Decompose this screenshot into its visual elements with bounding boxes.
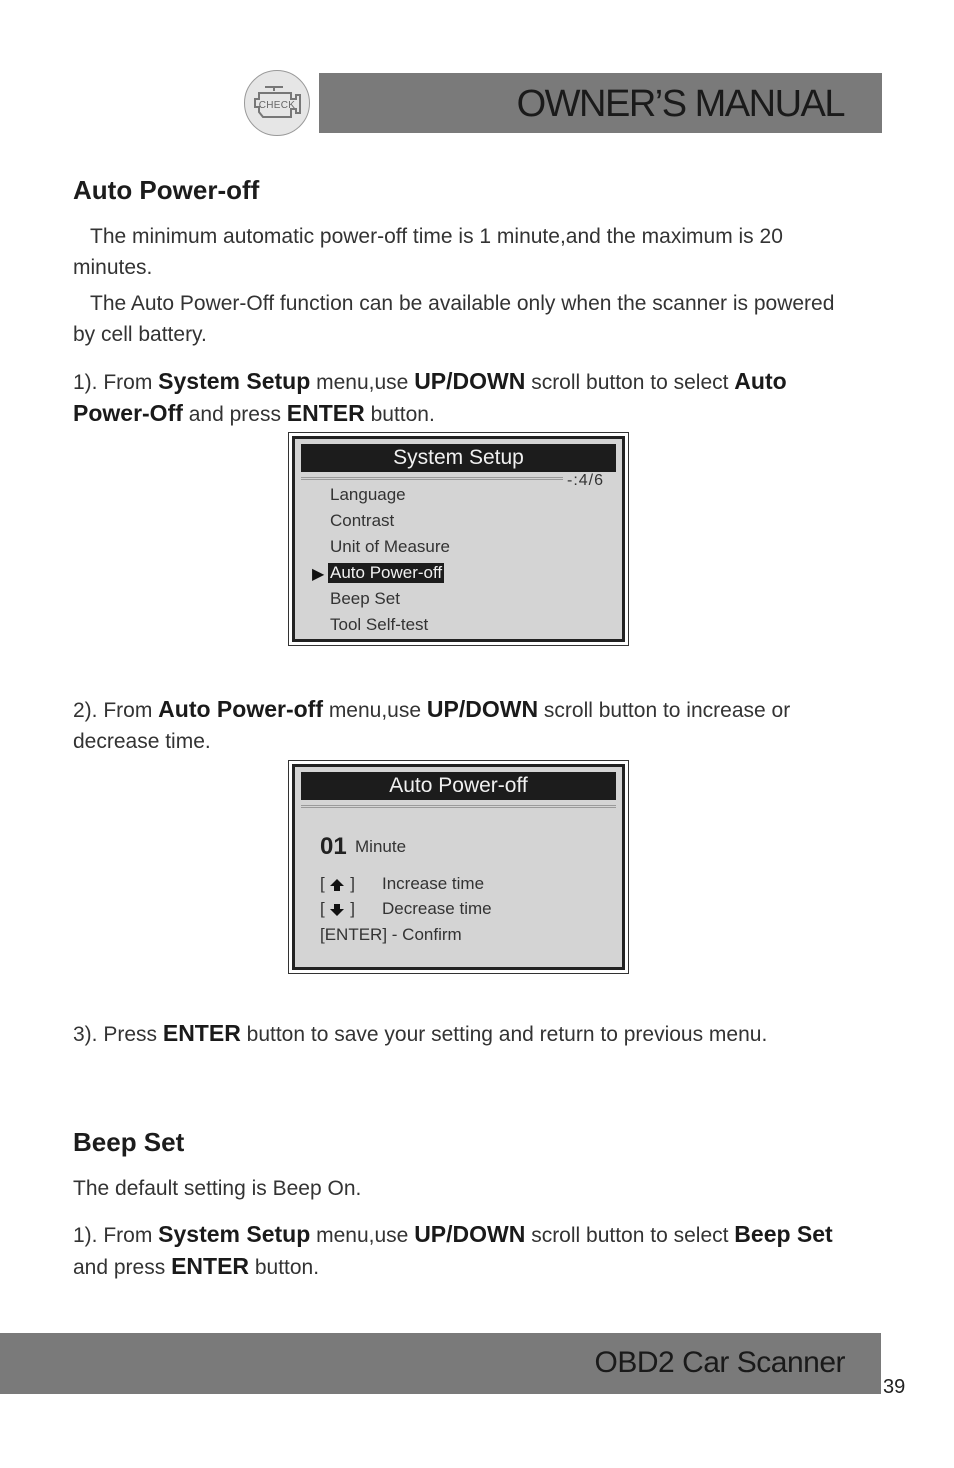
step-keyword: Auto Power-Off <box>73 368 787 426</box>
page-number: 39 <box>883 1376 906 1398</box>
check-engine-logo <box>244 70 310 136</box>
header-bar <box>319 73 882 133</box>
arrow-up-icon <box>329 878 345 892</box>
bracket: ] <box>350 899 355 918</box>
auto-power-off-para1: The minimum automatic power-off time is 1 minute,and the maximum is 20 minutes. <box>73 225 783 279</box>
menu-item[interactable]: Tool Self-test <box>330 615 429 634</box>
minute-unit: Minute <box>355 837 407 856</box>
step-text: menu,use <box>322 699 427 722</box>
step-text: scroll button to increase or decrease time. <box>73 699 791 753</box>
beep-set-step1 <box>73 1219 853 1283</box>
step-keyword: System Setup <box>158 1221 311 1247</box>
menu-item[interactable]: Language <box>330 485 406 504</box>
step-keyword: Auto Power-off <box>158 696 323 722</box>
increase-row <box>320 874 355 894</box>
menu-item[interactable]: Auto Power-off <box>330 563 443 582</box>
screen-divider <box>301 805 616 815</box>
auto-power-off-screen <box>288 760 629 974</box>
step-keyword: ENTER <box>171 1253 250 1279</box>
minute-value: 01 <box>320 833 347 860</box>
beep-set-para1: The default setting is Beep On. <box>73 1177 362 1200</box>
menu-item[interactable]: Unit of Measure <box>330 537 450 556</box>
step-text: scroll button to select <box>525 1224 735 1247</box>
decrease-row <box>320 899 355 919</box>
screen-title: System Setup <box>301 444 616 472</box>
step-keyword: UP/DOWN <box>414 368 526 394</box>
step-text: scroll button to select <box>525 371 735 394</box>
step-text: menu,use <box>310 371 415 394</box>
screen-inner <box>292 764 625 970</box>
step-keyword: ENTER <box>286 400 365 426</box>
step-keyword: UP/DOWN <box>426 696 539 722</box>
step-keyword: ENTER <box>162 1020 241 1046</box>
arrow-down-icon <box>329 903 345 917</box>
step-text: menu,use <box>310 1224 415 1247</box>
step-text: 3). Press <box>73 1023 163 1046</box>
auto-power-off-para2: The Auto Power-Off function can be available only when the scanner is powered by cell battery. <box>73 292 835 346</box>
confirm-label: [ENTER] - Confirm <box>320 925 462 944</box>
selection-arrow-icon: ▶ <box>312 566 325 583</box>
footer-bar <box>0 1333 881 1394</box>
bracket: ] <box>350 874 355 893</box>
auto-power-off-step1 <box>73 366 853 430</box>
step-text: and press <box>182 403 287 426</box>
menu-item[interactable]: Beep Set <box>330 589 400 608</box>
step-text: 1). From <box>73 371 159 394</box>
decrease-label: Decrease time <box>382 899 492 918</box>
menu-counter: -:4/6 <box>566 472 604 489</box>
auto-power-off-heading: Auto Power-off <box>73 175 260 205</box>
step-text: 1). From <box>73 1224 159 1247</box>
system-setup-screen <box>288 432 629 646</box>
step-text: 2). From <box>73 699 159 722</box>
beep-set-heading: Beep Set <box>73 1127 185 1157</box>
step-keyword: UP/DOWN <box>414 1221 526 1247</box>
logo-text: CHECK <box>258 100 296 111</box>
manual-title: OWNER’S MANUAL <box>516 83 844 125</box>
step-keyword: Beep Set <box>734 1221 833 1247</box>
auto-power-off-step2 <box>73 694 853 757</box>
step-text: button. <box>364 403 435 426</box>
screen-title: Auto Power-off <box>301 772 616 800</box>
screen-inner <box>292 436 625 642</box>
increase-label: Increase time <box>382 874 485 893</box>
auto-power-off-step3 <box>73 1018 853 1050</box>
bracket: [ <box>320 874 325 893</box>
step-text: button to save your setting and return to previous menu. <box>240 1023 768 1046</box>
step-text: button. <box>249 1256 320 1279</box>
product-name: OBD2 Car Scanner <box>594 1346 845 1379</box>
step-text: and press <box>73 1256 172 1279</box>
menu-item[interactable]: Contrast <box>330 511 395 530</box>
step-keyword: System Setup <box>158 368 311 394</box>
bracket: [ <box>320 899 325 918</box>
